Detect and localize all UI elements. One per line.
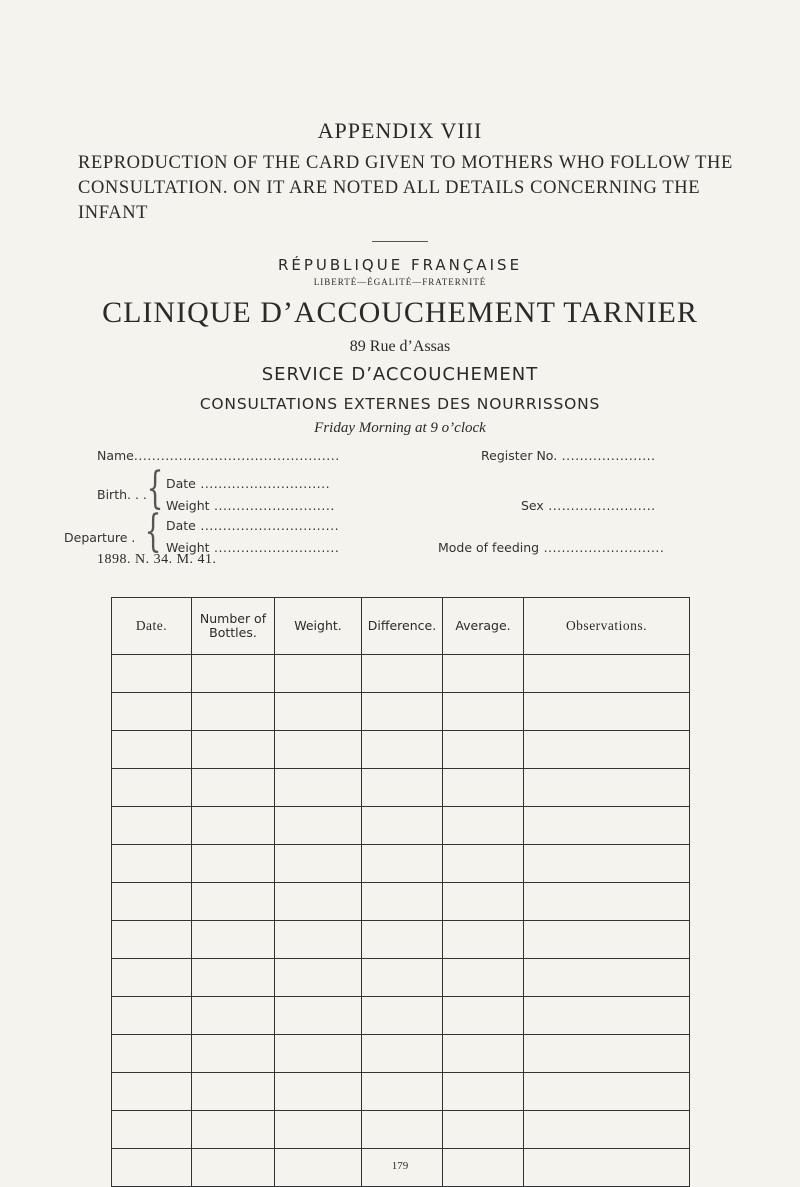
motto: LIBERTÉ—ÉGALITÉ—FRATERNITÉ [313, 277, 487, 287]
table-cell[interactable] [443, 807, 524, 845]
table-cell[interactable] [112, 997, 192, 1035]
table-row [112, 807, 690, 845]
table-cell[interactable] [275, 845, 362, 883]
table-cell[interactable] [524, 807, 690, 845]
departure-label: Departure . [64, 530, 136, 545]
table-cell[interactable] [443, 959, 524, 997]
table-cell[interactable] [275, 807, 362, 845]
table-row [112, 655, 690, 693]
table-cell[interactable] [112, 655, 192, 693]
table-cell[interactable] [112, 1035, 192, 1073]
table-cell[interactable] [443, 883, 524, 921]
departure-weight-field: Weight ............................ [166, 540, 340, 555]
table-cell[interactable] [192, 1073, 275, 1111]
service-heading: SERVICE D’ACCOUCHEMENT [261, 364, 539, 385]
table-cell[interactable] [275, 655, 362, 693]
page-number: 179 [391, 1160, 409, 1172]
table-cell[interactable] [192, 655, 275, 693]
republique-heading: RÉPUBLIQUE FRANÇAISE [277, 256, 523, 274]
table-cell[interactable] [192, 845, 275, 883]
table-cell[interactable] [524, 731, 690, 769]
departure-date-field: Date ............................... [166, 518, 340, 533]
table-cell[interactable] [275, 883, 362, 921]
table-cell[interactable] [524, 693, 690, 731]
consultations-heading: CONSULTATIONS EXTERNES DES NOURRISSONS [199, 395, 601, 413]
feeding-field: Mode of feeding ........................... [438, 540, 665, 555]
table-cell[interactable] [112, 883, 192, 921]
table-cell[interactable] [112, 1073, 192, 1111]
table-cell[interactable] [524, 1073, 690, 1111]
table-cell[interactable] [443, 1035, 524, 1073]
table-cell[interactable] [524, 655, 690, 693]
header-difference: Difference. [362, 598, 443, 655]
feeding-label: Mode of feeding [438, 540, 540, 555]
name-label: Name [97, 448, 134, 463]
name-field: Name.............................................. [97, 448, 340, 463]
table-cell[interactable] [524, 1035, 690, 1073]
table-row [112, 1035, 690, 1073]
sex-field: Sex ........................ [521, 498, 656, 513]
table-cell[interactable] [192, 959, 275, 997]
table-cell[interactable] [112, 693, 192, 731]
intro-text: REPRODUCTION OF THE CARD GIVEN TO MOTHERS WHO FOLLOW THE CONSULTATION. ON IT ARE NOTED ALL DETAILS CONCERNING THE INFANT [78, 153, 733, 223]
table-cell[interactable] [524, 769, 690, 807]
table-cell[interactable] [362, 807, 443, 845]
birth-brace: { [146, 463, 164, 514]
table-cell[interactable] [524, 845, 690, 883]
birth-date-field: Date ............................. [166, 476, 331, 491]
table-cell[interactable] [524, 883, 690, 921]
table-cell[interactable] [362, 959, 443, 997]
table-cell[interactable] [443, 693, 524, 731]
table-cell[interactable] [362, 997, 443, 1035]
table-cell[interactable] [443, 845, 524, 883]
birth-weight-label: Weight [166, 498, 210, 513]
record-table [111, 597, 690, 1187]
birth-date-label: Date [166, 476, 196, 491]
table-cell[interactable] [524, 997, 690, 1035]
table-cell[interactable] [112, 769, 192, 807]
register-label: Register No. [481, 448, 558, 463]
clinic-address: 89 Rue d’Assas [349, 338, 451, 355]
header-observations: Observations. [524, 598, 690, 655]
table-cell[interactable] [192, 731, 275, 769]
table-cell[interactable] [192, 921, 275, 959]
table-cell[interactable] [192, 997, 275, 1035]
table-cell[interactable] [192, 693, 275, 731]
table-row [112, 997, 690, 1035]
table-cell[interactable] [362, 731, 443, 769]
table-cell[interactable] [192, 883, 275, 921]
table-cell[interactable] [362, 655, 443, 693]
table-cell[interactable] [524, 921, 690, 959]
table-cell[interactable] [524, 959, 690, 997]
table-cell[interactable] [275, 1111, 362, 1149]
table-row [112, 1073, 690, 1111]
table-cell[interactable] [192, 1111, 275, 1149]
table-cell[interactable] [443, 997, 524, 1035]
table-cell[interactable] [443, 1073, 524, 1111]
divider [372, 241, 428, 242]
appendix-title: APPENDIX VIII [317, 118, 483, 143]
table-cell[interactable] [362, 1073, 443, 1111]
table-cell[interactable] [443, 655, 524, 693]
departure-brace: { [144, 506, 162, 557]
table-cell[interactable] [362, 883, 443, 921]
table-cell[interactable] [275, 1073, 362, 1111]
reference-code: 1898. N. 34. M. 41. [97, 552, 217, 567]
header-bottles: Number of Bottles. [192, 598, 275, 655]
table-cell[interactable] [192, 807, 275, 845]
table-row [112, 845, 690, 883]
table-cell[interactable] [275, 693, 362, 731]
table-cell[interactable] [362, 845, 443, 883]
table-row [112, 959, 690, 997]
birth-weight-field: Weight ........................... [166, 498, 335, 513]
table-cell[interactable] [443, 731, 524, 769]
departure-weight-label: Weight [166, 540, 210, 555]
table-cell[interactable] [112, 807, 192, 845]
table-row [112, 769, 690, 807]
birth-label: Birth. . . [97, 487, 147, 502]
departure-date-label: Date [166, 518, 196, 533]
table-cell[interactable] [443, 921, 524, 959]
table-cell[interactable] [112, 845, 192, 883]
sex-label: Sex [521, 498, 544, 513]
table-cell[interactable] [192, 1035, 275, 1073]
table-cell[interactable] [443, 769, 524, 807]
table-cell[interactable] [362, 693, 443, 731]
table-cell[interactable] [275, 1035, 362, 1073]
table-row [112, 883, 690, 921]
table-row [112, 921, 690, 959]
table-row [112, 1111, 690, 1149]
table-cell[interactable] [275, 769, 362, 807]
header-date: Date. [112, 598, 192, 655]
table-cell[interactable] [362, 769, 443, 807]
table-cell[interactable] [112, 921, 192, 959]
table-row [112, 693, 690, 731]
table-cell[interactable] [275, 731, 362, 769]
table-cell[interactable] [443, 1111, 524, 1149]
table-cell[interactable] [524, 1111, 690, 1149]
clinic-name: CLINIQUE D’ACCOUCHEMENT TARNIER [102, 296, 698, 329]
header-average: Average. [443, 598, 524, 655]
table-cell[interactable] [112, 1111, 192, 1149]
table-row [112, 731, 690, 769]
register-field: Register No. ..................... [481, 448, 656, 463]
schedule: Friday Morning at 9 o’clock [314, 420, 486, 436]
table-cell[interactable] [275, 921, 362, 959]
table-cell[interactable] [362, 1111, 443, 1149]
table-cell[interactable] [362, 1035, 443, 1073]
header-weight: Weight. [275, 598, 362, 655]
table-cell[interactable] [112, 731, 192, 769]
table-cell[interactable] [275, 997, 362, 1035]
table-header-row [112, 598, 690, 655]
table-cell[interactable] [192, 769, 275, 807]
table-cell[interactable] [362, 921, 443, 959]
table-cell[interactable] [112, 959, 192, 997]
table-cell[interactable] [275, 959, 362, 997]
